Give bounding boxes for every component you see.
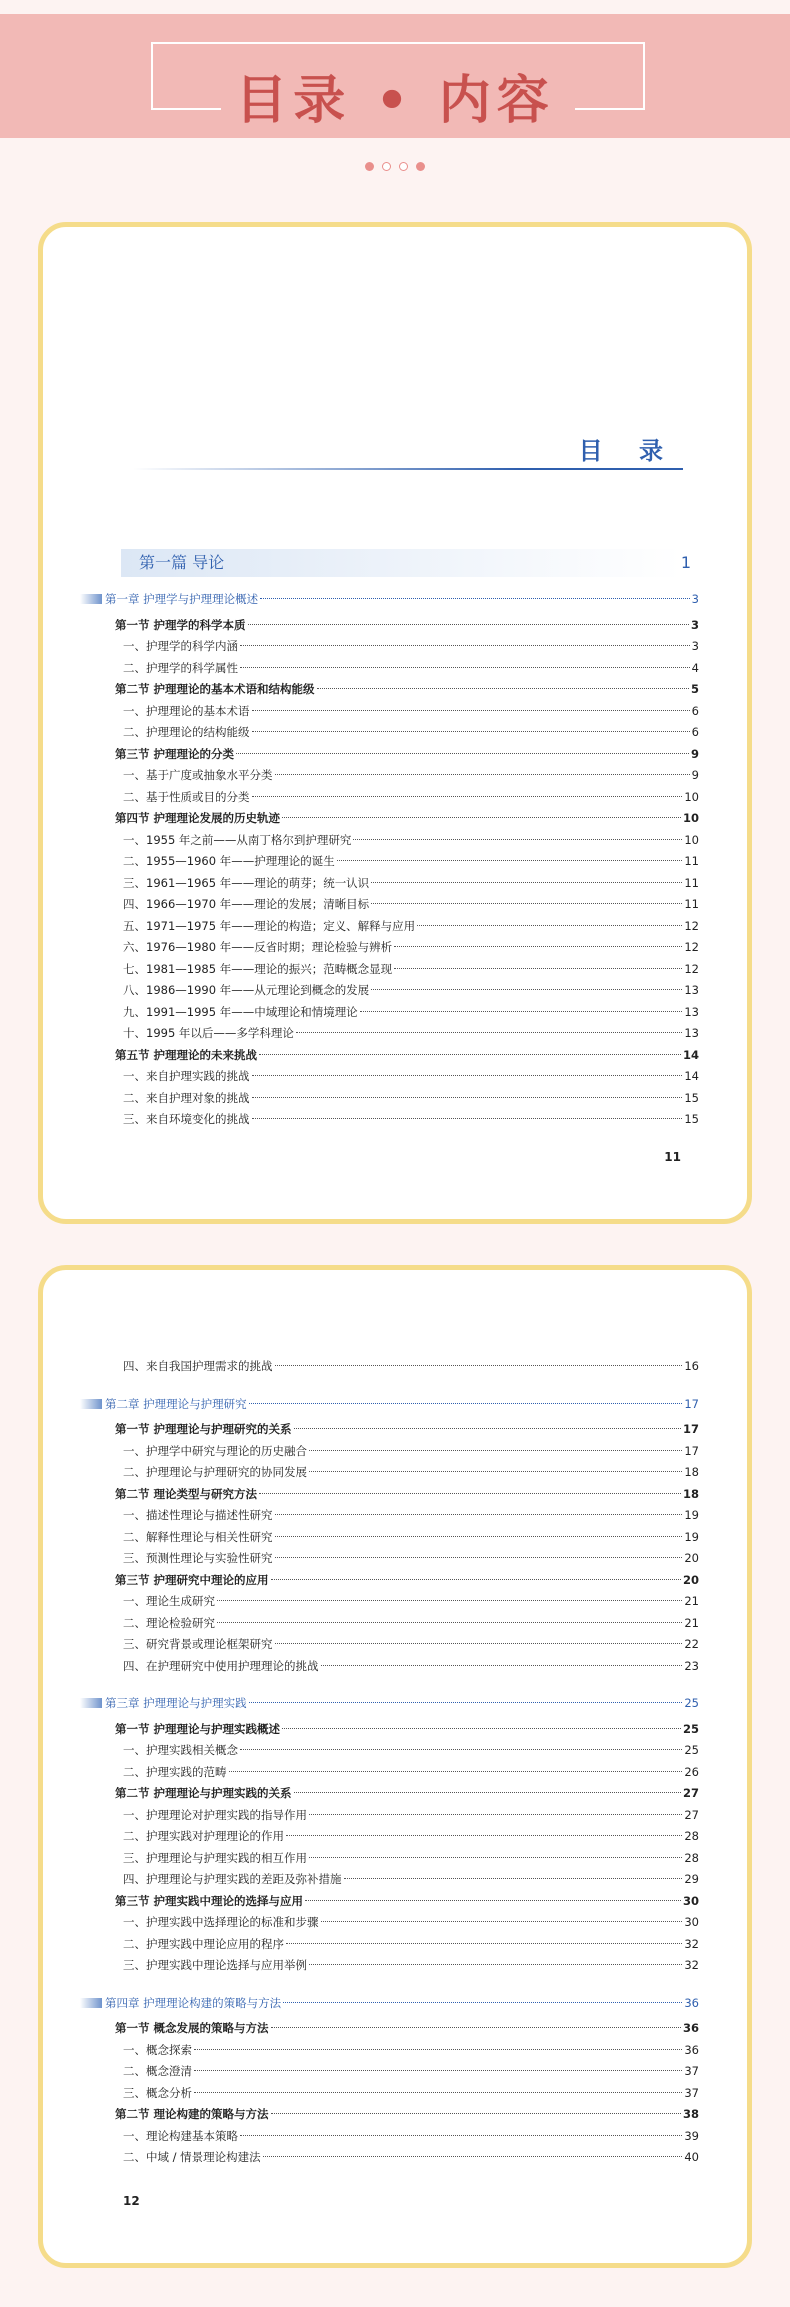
- toc-entry-page: 13: [684, 1026, 699, 1040]
- toc-entry-page: 10: [684, 789, 699, 804]
- toc-entry-page: 10: [682, 811, 699, 825]
- part-page: 1: [680, 553, 691, 572]
- toc-entry-item[interactable]: [123, 894, 699, 914]
- dot-leader: [240, 645, 690, 646]
- toc-entry-item[interactable]: [123, 1505, 699, 1525]
- toc-entry-item[interactable]: [123, 2126, 699, 2146]
- toc-entry-page: 36: [684, 1995, 699, 2010]
- toc-entry-page: 32: [684, 1936, 699, 1951]
- toc-entry-page: 22: [684, 1637, 699, 1651]
- toc-entry-page: 3: [690, 617, 699, 632]
- toc-entry-item[interactable]: [123, 1955, 699, 1975]
- toc-entry-page: 12: [684, 961, 699, 976]
- toc-entry-item[interactable]: [123, 2147, 699, 2167]
- toc-entry-item[interactable]: [123, 1912, 699, 1932]
- toc-entry-section[interactable]: [115, 1719, 699, 1739]
- toc-entry-page: 21: [684, 1615, 699, 1630]
- dot-leader: [394, 946, 682, 947]
- toc-entry-section[interactable]: [115, 1419, 699, 1439]
- toc-entry-section[interactable]: [115, 2018, 699, 2038]
- toc-entry-title: 第二节 理论类型与研究方法: [115, 1486, 258, 1501]
- toc-entry-page: 37: [684, 2064, 699, 2078]
- toc-entry-title: 一、护理学中研究与理论的历史融合: [123, 1443, 307, 1458]
- toc-entry-title: 二、1955—1960 年——护理理论的诞生: [123, 854, 335, 868]
- toc-heading-rule: [133, 468, 683, 470]
- dot-leader: [194, 2049, 682, 2050]
- toc-entry-page: 18: [682, 1486, 699, 1501]
- page-number: 12: [123, 2194, 140, 2208]
- dot-leader: [248, 624, 689, 625]
- dot-leader: [353, 839, 682, 840]
- toc-entry-page: 3: [691, 639, 699, 653]
- dot-leader: [240, 2135, 682, 2136]
- toc-entry-page: 14: [684, 1069, 699, 1083]
- dot-leader: [344, 1878, 683, 1879]
- toc-entry-item[interactable]: [123, 1591, 699, 1611]
- toc-entry-page: 13: [684, 1004, 699, 1019]
- toc-entry-title: 四、1966—1970 年——理论的发展；清晰目标: [123, 897, 370, 911]
- dot-leader: [305, 1900, 681, 1901]
- toc-entry-title: 三、预测性理论与实验性研究: [123, 1551, 273, 1565]
- toc-entry-item[interactable]: [123, 722, 699, 742]
- part-header: [121, 549, 691, 577]
- toc-entry-title: 第二章 护理理论与护理研究: [105, 1396, 247, 1411]
- toc-entry-title: 三、概念分析: [123, 2085, 192, 2100]
- dot-leader: [240, 1749, 682, 1750]
- toc-entry-page: 19: [684, 1508, 699, 1522]
- pager-dot-3[interactable]: [399, 162, 408, 171]
- dot-leader: [236, 753, 689, 754]
- toc-entry-title: 第三节 护理理论的分类: [115, 746, 235, 761]
- dot-leader: [309, 1450, 682, 1451]
- toc-entry-title: 二、护理理论的结构能级: [123, 725, 250, 739]
- toc-entry-title: 一、护理实践相关概念: [123, 1743, 238, 1757]
- toc-entry-item[interactable]: [123, 1356, 699, 1376]
- toc-entry-page: 9: [691, 768, 699, 782]
- toc-entry-page: 25: [682, 1721, 699, 1736]
- dot-leader: [275, 1536, 683, 1537]
- toc-entry-section[interactable]: [115, 1783, 699, 1803]
- dot-leader: [371, 903, 682, 904]
- toc-entry-item[interactable]: [123, 1023, 699, 1043]
- toc-entry-item[interactable]: [123, 1634, 699, 1654]
- dot-leader: [271, 2113, 681, 2114]
- toc-entry-page: 30: [684, 1915, 699, 1929]
- toc-entry-page: 15: [684, 1090, 699, 1105]
- toc-entry-title: 四、护理理论与护理实践的差距及弥补措施: [123, 1872, 342, 1886]
- dot-leader: [240, 667, 690, 668]
- toc-entry-title: 三、1961—1965 年——理论的萌芽；统一认识: [123, 875, 370, 890]
- chapter-marker: [80, 594, 102, 604]
- dot-leader: [286, 1835, 682, 1836]
- toc-entry-title: 六、1976—1980 年——反省时期；理论检验与辨析: [123, 940, 393, 954]
- toc-entry-item[interactable]: [123, 787, 699, 807]
- toc-entry-page: 12: [684, 918, 699, 933]
- dot-leader: [275, 1514, 683, 1515]
- toc-entry-item[interactable]: [123, 636, 699, 656]
- toc-entry-item[interactable]: [123, 1548, 699, 1568]
- dot-leader: [252, 1097, 683, 1098]
- toc-entry-item[interactable]: [123, 937, 699, 957]
- dot-leader: [282, 817, 681, 818]
- toc-entry-title: 五、1971—1975 年——理论的构造；定义、解释与应用: [123, 918, 416, 933]
- toc-entry-page: 11: [684, 875, 699, 890]
- toc-entry-page: 27: [682, 1786, 699, 1800]
- chapter-marker: [80, 1998, 102, 2008]
- toc-entry-title: 十、1995 年以后——多学科理论: [123, 1026, 294, 1040]
- toc-entry-title: 三、研究背景或理论框架研究: [123, 1637, 273, 1651]
- dot-leader: [283, 2002, 682, 2003]
- toc-entry-title: 一、概念探索: [123, 2042, 192, 2057]
- dot-leader: [271, 2027, 681, 2028]
- toc-entry-item[interactable]: [123, 1109, 699, 1129]
- toc-entry-title: 第三节 护理实践中理论的选择与应用: [115, 1893, 304, 1908]
- toc-entry-section[interactable]: [115, 679, 699, 699]
- dot-leader: [360, 1011, 683, 1012]
- toc-entry-title: 第一节 护理学的科学本质: [115, 617, 246, 632]
- toc-entry-item[interactable]: [123, 830, 699, 850]
- toc-entry-title: 二、护理实践对护理理论的作用: [123, 1829, 284, 1843]
- toc-entry-page: 28: [684, 1829, 699, 1843]
- toc-entry-title: 第二节 护理理论的基本术语和结构能级: [115, 682, 315, 696]
- toc-entry-page: 25: [684, 1743, 699, 1757]
- pager-dot-2[interactable]: [382, 162, 391, 171]
- toc-entry-title: 九、1991—1995 年——中域理论和情境理论: [123, 1004, 358, 1019]
- toc-entry-page: 30: [682, 1893, 699, 1908]
- toc-entry-title: 第五节 护理理论的未来挑战: [115, 1047, 258, 1062]
- toc-entry-title: 三、来自环境变化的挑战: [123, 1112, 250, 1126]
- toc-entry-item[interactable]: [123, 1088, 699, 1108]
- toc-entry-title: 第一章 护理学与护理理论概述: [105, 592, 259, 606]
- toc-entry-page: 37: [684, 2085, 699, 2100]
- dot-leader: [309, 1471, 682, 1472]
- toc-entry-item[interactable]: [123, 1002, 699, 1022]
- toc-entry-title: 一、理论生成研究: [123, 1594, 215, 1608]
- dot-leader: [217, 1622, 682, 1623]
- toc-entry-page: 26: [684, 1764, 699, 1779]
- toc-entry-title: 一、护理理论的基本术语: [123, 703, 250, 718]
- dot-leader: [286, 1943, 682, 1944]
- toc-entry-title: 第二节 理论构建的策略与方法: [115, 2107, 269, 2121]
- toc-entry-title: 第四节 护理理论发展的历史轨迹: [115, 811, 281, 825]
- toc-entry-chapter[interactable]: [105, 1693, 699, 1713]
- toc-entry-page: 36: [684, 2042, 699, 2057]
- toc-entry-page: 16: [684, 1359, 699, 1373]
- dot-leader: [252, 710, 690, 711]
- toc-entry-item[interactable]: [123, 658, 699, 678]
- toc-entry-item[interactable]: [123, 1740, 699, 1760]
- pager-dot-4[interactable]: [416, 162, 425, 171]
- toc-entry-page: 32: [684, 1958, 699, 1972]
- toc-entry-page: 9: [690, 746, 699, 761]
- toc-entry-title: 四、来自我国护理需求的挑战: [123, 1359, 273, 1373]
- toc-entry-item[interactable]: [123, 873, 699, 893]
- toc-entry-page: 38: [682, 2107, 699, 2121]
- toc-entry-page: 27: [684, 1807, 699, 1822]
- toc-entry-item[interactable]: [123, 1848, 699, 1868]
- dot-leader: [252, 731, 690, 732]
- toc-entry-title: 八、1986—1990 年——从元理论到概念的发展: [123, 983, 370, 997]
- dot-leader: [309, 1857, 682, 1858]
- toc-entry-item[interactable]: [123, 851, 699, 871]
- dot-leader: [321, 1921, 683, 1922]
- dot-leader: [371, 882, 682, 883]
- dot-leader: [321, 1665, 683, 1666]
- dot-leader: [294, 1428, 681, 1429]
- toc-entry-title: 第一节 概念发展的策略与方法: [115, 2021, 269, 2035]
- toc-entry-page: 19: [684, 1529, 699, 1544]
- toc-entry-title: 七、1981—1985 年——理论的振兴；范畴概念显现: [123, 961, 393, 976]
- toc-entry-title: 二、护理理论与护理研究的协同发展: [123, 1465, 307, 1479]
- dot-leader: [309, 1814, 682, 1815]
- carousel-pager[interactable]: [0, 156, 790, 175]
- toc-entry-item[interactable]: [123, 765, 699, 785]
- dot-leader: [317, 688, 689, 689]
- dot-leader: [217, 1600, 682, 1601]
- toc-entry-item[interactable]: [123, 1441, 699, 1461]
- toc-entry-item[interactable]: [123, 1527, 699, 1547]
- toc-entry-item[interactable]: [123, 1656, 699, 1676]
- dot-leader: [259, 1054, 681, 1055]
- toc-entry-page: 6: [691, 725, 699, 739]
- toc-entry-chapter[interactable]: [105, 589, 699, 609]
- toc-entry-section[interactable]: [115, 1045, 699, 1065]
- toc-entry-item[interactable]: [123, 701, 699, 721]
- toc-entry-title: 二、基于性质或目的分类: [123, 789, 250, 804]
- toc-entry-item[interactable]: [123, 2061, 699, 2081]
- dot-leader: [371, 989, 682, 990]
- toc-entry-page: 39: [684, 2128, 699, 2143]
- toc-entry-section[interactable]: [115, 1484, 699, 1504]
- toc-entry-section[interactable]: [115, 615, 699, 635]
- toc-entry-item[interactable]: [123, 1462, 699, 1482]
- toc-entry-section[interactable]: [115, 744, 699, 764]
- toc-entry-item[interactable]: [123, 1066, 699, 1086]
- toc-entry-item[interactable]: [123, 2083, 699, 2103]
- toc-entry-title: 二、护理实践的范畴: [123, 1764, 227, 1779]
- toc-entry-page: 11: [684, 897, 699, 911]
- toc-entry-section[interactable]: [115, 2104, 699, 2124]
- toc-entry-title: 第四章 护理理论构建的策略与方法: [105, 1995, 282, 2010]
- toc-entry-item[interactable]: [123, 1934, 699, 1954]
- toc-entry-page: 14: [682, 1047, 699, 1062]
- toc-entry-title: 一、护理实践中选择理论的标准和步骤: [123, 1915, 319, 1929]
- toc-entry-page: 17: [684, 1443, 699, 1458]
- dot-leader: [263, 2156, 683, 2157]
- toc-entry-page: 3: [691, 592, 699, 606]
- toc-entry-title: 二、解释性理论与相关性研究: [123, 1529, 273, 1544]
- dot-leader: [229, 1771, 683, 1772]
- toc-entry-page: 36: [682, 2021, 699, 2035]
- dot-leader: [271, 1579, 681, 1580]
- toc-entry-page: 20: [682, 1572, 699, 1587]
- toc-entry-item[interactable]: [123, 1762, 699, 1782]
- toc-entry-title: 二、来自护理对象的挑战: [123, 1090, 250, 1105]
- toc-entry-title: 一、来自护理实践的挑战: [123, 1069, 250, 1083]
- toc-heading: 目 录: [578, 437, 677, 465]
- banner-title: 目录 • 内容: [235, 71, 555, 131]
- pager-dot-1[interactable]: [365, 162, 374, 171]
- toc-entry-page: 25: [684, 1696, 699, 1710]
- dot-leader: [282, 1728, 681, 1729]
- toc-entry-section[interactable]: [115, 1891, 699, 1911]
- toc-entry-title: 一、描述性理论与描述性研究: [123, 1508, 273, 1522]
- toc-entry-title: 二、中域 / 情景理论构建法: [123, 2150, 261, 2164]
- toc-entry-title: 二、护理学的科学属性: [123, 660, 238, 675]
- chapter-marker: [80, 1399, 102, 1409]
- toc-entry-title: 第三节 护理研究中理论的应用: [115, 1572, 269, 1587]
- toc-entry-page: 6: [691, 703, 699, 718]
- toc-entry-item[interactable]: [123, 1826, 699, 1846]
- toc-entry-item[interactable]: [123, 916, 699, 936]
- toc-entry-title: 二、护理实践中理论应用的程序: [123, 1936, 284, 1951]
- dot-leader: [249, 1702, 683, 1703]
- part-title: 第一篇 导论: [139, 553, 225, 572]
- toc-entry-page: 17: [684, 1396, 699, 1411]
- dot-leader: [259, 1493, 681, 1494]
- toc-entry-title: 三、护理实践中理论选择与应用举例: [123, 1958, 307, 1972]
- dot-leader: [275, 1365, 683, 1366]
- dot-leader: [296, 1032, 682, 1033]
- dot-leader: [194, 2070, 682, 2071]
- chapter-marker: [80, 1698, 102, 1708]
- toc-entry-title: 一、1955 年之前——从南丁格尔到护理研究: [123, 832, 352, 847]
- toc-entry-page: 40: [684, 2150, 699, 2164]
- toc-entry-section[interactable]: [115, 808, 699, 828]
- dot-leader: [337, 860, 683, 861]
- toc-entry-page: 20: [684, 1551, 699, 1565]
- toc-entry-page: 15: [684, 1112, 699, 1126]
- dot-leader: [194, 2092, 682, 2093]
- toc-entry-page: 23: [684, 1658, 699, 1673]
- dot-leader: [249, 1403, 683, 1404]
- toc-entry-title: 一、基于广度或抽象水平分类: [123, 768, 273, 782]
- dot-leader: [394, 968, 682, 969]
- toc-entry-title: 第一节 护理理论与护理实践概述: [115, 1721, 281, 1736]
- dot-leader: [275, 1643, 683, 1644]
- toc-entry-page: 11: [684, 854, 699, 868]
- dot-leader: [275, 1557, 683, 1558]
- dot-leader: [252, 1075, 683, 1076]
- dot-leader: [260, 598, 690, 599]
- toc-entry-item[interactable]: [123, 2040, 699, 2060]
- toc-entry-page: 13: [684, 983, 699, 997]
- dot-leader: [309, 1964, 682, 1965]
- toc-entry-chapter[interactable]: [105, 1394, 699, 1414]
- toc-entry-title: 二、理论检验研究: [123, 1615, 215, 1630]
- toc-entry-page: 29: [684, 1872, 699, 1886]
- toc-entry-section[interactable]: [115, 1570, 699, 1590]
- toc-entry-title: 三、护理理论与护理实践的相互作用: [123, 1850, 307, 1865]
- toc-entry-item[interactable]: [123, 1613, 699, 1633]
- toc-entry-page: 28: [684, 1850, 699, 1865]
- toc-entry-title: 第二节 护理理论与护理实践的关系: [115, 1786, 292, 1800]
- toc-entry-page: 12: [684, 940, 699, 954]
- toc-entry-item[interactable]: [123, 959, 699, 979]
- page-number: 11: [664, 1150, 681, 1164]
- toc-entry-page: 21: [684, 1594, 699, 1608]
- toc-entry-page: 4: [691, 660, 699, 675]
- dot-leader: [252, 796, 683, 797]
- toc-entry-page: 10: [684, 832, 699, 847]
- toc-entry-chapter[interactable]: [105, 1993, 699, 2013]
- dot-leader: [252, 1118, 683, 1119]
- toc-entry-title: 二、概念澄清: [123, 2064, 192, 2078]
- toc-page-card-2: [38, 1265, 752, 2268]
- toc-entry-item[interactable]: [123, 980, 699, 1000]
- dot-leader: [294, 1792, 681, 1793]
- dot-leader: [275, 774, 690, 775]
- dot-leader: [417, 925, 682, 926]
- toc-page-card-1: [38, 222, 752, 1224]
- toc-entry-page: 18: [684, 1465, 699, 1479]
- toc-entry-title: 第一节 护理理论与护理研究的关系: [115, 1422, 292, 1436]
- toc-entry-item[interactable]: [123, 1869, 699, 1889]
- toc-entry-title: 一、护理学的科学内涵: [123, 639, 238, 653]
- toc-entry-page: 17: [682, 1422, 699, 1436]
- toc-entry-title: 第三章 护理理论与护理实践: [105, 1696, 247, 1710]
- toc-entry-title: 一、护理理论对护理实践的指导作用: [123, 1807, 307, 1822]
- toc-entry-page: 5: [690, 682, 699, 696]
- toc-entry-item[interactable]: [123, 1805, 699, 1825]
- toc-entry-title: 四、在护理研究中使用护理理论的挑战: [123, 1658, 319, 1673]
- toc-entry-title: 一、理论构建基本策略: [123, 2128, 238, 2143]
